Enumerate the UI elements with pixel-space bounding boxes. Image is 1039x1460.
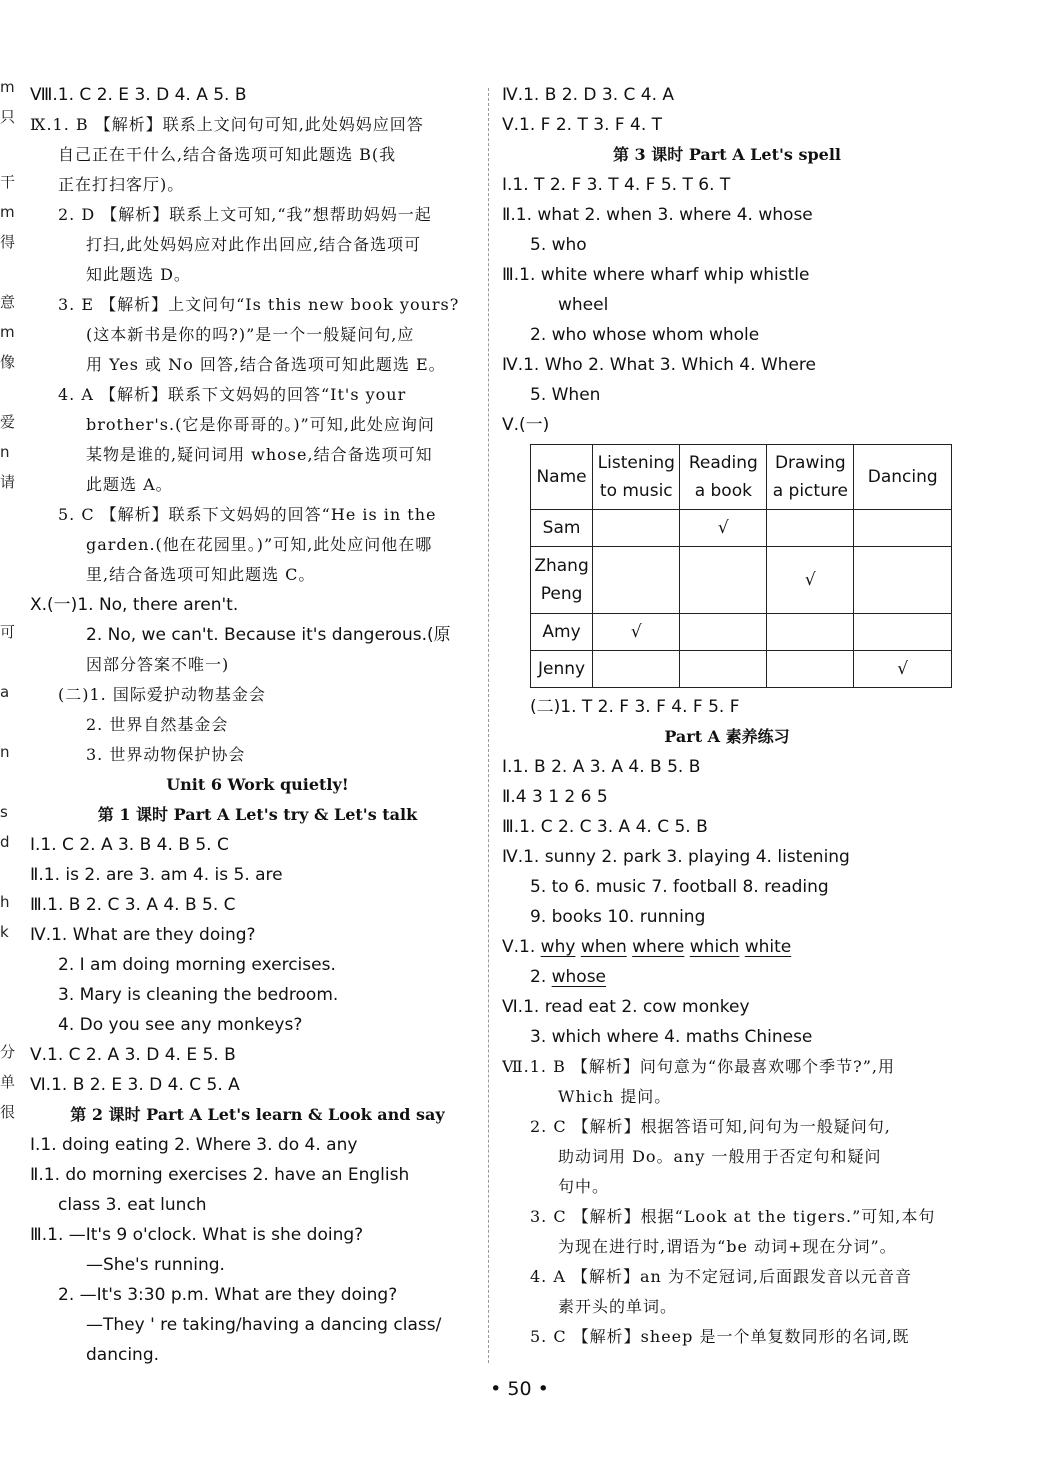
answer-line: 5. C 【解析】sheep 是一个单复数同形的名词,既 <box>530 1327 910 1346</box>
answer-line: 第 3 课时 Part A Let's spell <box>612 145 842 164</box>
table-header-cell <box>680 445 767 510</box>
name-text: Jenny <box>538 659 586 679</box>
answer-line: Ⅱ.4 3 1 2 6 5 <box>502 787 608 807</box>
answer-v-line-2 <box>502 962 952 992</box>
answer-line: Ⅴ.(一) <box>502 415 550 435</box>
answer-line: 第 2 课时 Part A Let's learn & Look and say <box>70 1105 445 1124</box>
answer-line: 5. C 【解析】联系下文妈妈的回答“He is in the <box>58 505 437 524</box>
check-cell: √ <box>767 547 854 614</box>
answer-line: Part A 素养练习 <box>664 727 790 746</box>
header-text: Reading <box>688 453 758 473</box>
edge-char: 请 <box>0 473 16 491</box>
answer-line: Ⅳ.1. B 2. D 3. C 4. A <box>502 85 675 105</box>
answer-line: —They ' re taking/having a dancing class/ <box>86 1315 442 1335</box>
check-cell <box>854 547 952 614</box>
answer-line: 5. to 6. music 7. football 8. reading <box>530 877 829 897</box>
answer-line: (二)1. T 2. F 3. F 4. F 5. F <box>530 697 740 717</box>
edge-char: s <box>0 803 8 821</box>
header-text: to music <box>599 481 673 501</box>
name-cell <box>531 547 593 614</box>
header-text: Dancing <box>867 467 938 487</box>
answer-line: 4. Do you see any monkeys? <box>58 1015 303 1035</box>
header-text: Listening <box>597 453 675 473</box>
answer-line: 此题选 A。 <box>86 475 173 494</box>
answer-line: Ⅱ.1. what 2. when 3. where 4. whose <box>502 205 813 225</box>
answer-line: 3. which where 4. maths Chinese <box>530 1027 813 1047</box>
header-text: a picture <box>772 481 848 501</box>
edge-char: 爱 <box>0 413 16 431</box>
answer-line: brother's.(它是你哥哥的。)”可知,此处应询问 <box>86 415 435 434</box>
underlined-word: which <box>689 937 740 957</box>
answer-line: 2. —It's 3:30 p.m. What are they doing? <box>58 1285 398 1305</box>
answer-line: Ⅴ.1. F 2. T 3. F 4. T <box>502 115 663 135</box>
underlined-word: white <box>744 937 792 957</box>
answer-line: 打扫,此处妈妈应对此作出回应,结合备选项可 <box>86 235 422 254</box>
header-text: Name <box>536 467 587 487</box>
check-cell <box>854 510 952 547</box>
answer-line: Ⅶ.1. B 【解析】问句意为“你最喜欢哪个季节?”,用 <box>502 1057 895 1076</box>
table-row <box>531 547 952 614</box>
answer-line: 用 Yes 或 No 回答,结合备选项可知此题选 E。 <box>86 355 446 374</box>
check-cell <box>593 651 680 688</box>
answer-line: 2. No, we can't. Because it's dangerous.(原 <box>86 625 451 645</box>
name-text: Sam <box>542 518 581 538</box>
answer-line: 助动词用 Do。any 一般用于否定句和疑问 <box>558 1147 882 1166</box>
answer-line: dancing. <box>86 1345 160 1365</box>
table-header-cell <box>767 445 854 510</box>
answer-line: 3. Mary is cleaning the bedroom. <box>58 985 339 1005</box>
answer-line: 里,结合备选项可知此题选 C。 <box>86 565 316 584</box>
answer-v-line-1 <box>502 932 952 962</box>
answer-line: 素开头的单词。 <box>558 1297 678 1316</box>
answer-line: (二)1. 国际爱护动物基金会 <box>58 685 266 704</box>
answer-line: 2. I am doing morning exercises. <box>58 955 336 975</box>
answer-line: 第 1 课时 Part A Let's try & Let's talk <box>97 805 418 824</box>
right-column <box>502 80 952 1352</box>
answer-line: (这本新书是你的吗?)”是一个一般疑问句,应 <box>86 325 415 344</box>
edge-char: 很 <box>0 1103 16 1121</box>
answer-line: 2. C 【解析】根据答语可知,问句为一般疑问句, <box>530 1117 891 1136</box>
name-text: Zhang <box>534 556 589 576</box>
name-text: Amy <box>542 622 581 642</box>
answer-line: 知此题选 D。 <box>86 265 191 284</box>
edge-char: 单 <box>0 1073 16 1091</box>
right-top-answers <box>502 80 952 440</box>
answer-line: 为现在进行时,谓语为“be 动词+现在分词”。 <box>558 1237 897 1256</box>
edge-char: 意 <box>0 293 16 311</box>
edge-char: 像 <box>0 353 16 371</box>
table-header-cell <box>593 445 680 510</box>
edge-char: m <box>0 78 15 96</box>
name-cell <box>531 510 593 547</box>
edge-char: h <box>0 893 10 911</box>
answer-line: Ⅰ.1. C 2. A 3. B 4. B 5. C <box>30 835 229 855</box>
left-column <box>30 80 485 1370</box>
edge-char: m <box>0 203 15 221</box>
column-divider <box>488 88 489 1363</box>
answer-line: 5. When <box>530 385 601 405</box>
underlined-word: whose <box>551 967 607 987</box>
table-row <box>531 614 952 651</box>
name-text: Peng <box>540 584 583 604</box>
answer-line: 9. books 10. running <box>530 907 706 927</box>
check-cell <box>680 651 767 688</box>
edge-char: m <box>0 323 15 341</box>
check-cell <box>767 651 854 688</box>
answer-line: Ⅲ.1. white where wharf whip whistle <box>502 265 810 285</box>
answer-line: 3. C 【解析】根据“Look at the tigers.”可知,本句 <box>530 1207 936 1226</box>
answer-line: 某物是谁的,疑问词用 whose,结合备选项可知 <box>86 445 433 464</box>
answer-line: garden.(他在花园里。)”可知,此处应问他在哪 <box>86 535 433 554</box>
check-cell <box>767 614 854 651</box>
underlined-word: why <box>540 937 576 957</box>
right-bottom-answers <box>502 992 952 1352</box>
answer-line: Ⅱ.1. is 2. are 3. am 4. is 5. are <box>30 865 283 885</box>
answer-line: Ⅳ.1. Who 2. What 3. Which 4. Where <box>502 355 816 375</box>
edge-char: 干 <box>0 173 16 191</box>
answer-line: Ⅴ.1. C 2. A 3. D 4. E 5. B <box>30 1045 236 1065</box>
edge-char: a <box>0 683 10 701</box>
table-row <box>531 510 952 547</box>
underlined-word: where <box>632 937 685 957</box>
answer-line: Ⅵ.1. read eat 2. cow monkey <box>502 997 750 1017</box>
table-row <box>531 651 952 688</box>
answer-line: Ⅲ.1. —It's 9 o'clock. What is she doing? <box>30 1225 364 1245</box>
check-cell <box>593 547 680 614</box>
edge-char: 只 <box>0 108 16 126</box>
answer-line: 正在打扫客厅)。 <box>58 175 185 194</box>
name-cell <box>531 614 593 651</box>
answer-line: Ⅸ.1. B 【解析】联系上文问句可知,此处妈妈应回答 <box>30 115 424 134</box>
edge-char: 可 <box>0 623 16 641</box>
answer-lead: Ⅴ.1. <box>502 937 541 957</box>
answer-line: Which 提问。 <box>558 1087 672 1106</box>
check-cell <box>593 510 680 547</box>
table-header-cell <box>854 445 952 510</box>
activity-table <box>530 444 952 688</box>
edge-char: d <box>0 833 10 851</box>
answer-line: Ⅳ.1. What are they doing? <box>30 925 256 945</box>
answer-line: 句中。 <box>558 1177 610 1196</box>
right-middle-answers <box>502 692 952 932</box>
answer-line: 2. who whose whom whole <box>530 325 760 345</box>
answer-line: 3. 世界动物保护协会 <box>86 745 246 764</box>
answer-line: wheel <box>558 295 609 315</box>
edge-char: n <box>0 743 10 761</box>
name-cell <box>531 651 593 688</box>
answer-line: Ⅹ.(一)1. No, there aren't. <box>30 595 239 615</box>
answer-line: Ⅱ.1. do morning exercises 2. have an English <box>30 1165 410 1185</box>
answer-line: 2. 世界自然基金会 <box>86 715 229 734</box>
answer-line: Ⅲ.1. B 2. C 3. A 4. B 5. C <box>30 895 236 915</box>
table-header-cell <box>531 445 593 510</box>
answer-line: Ⅳ.1. sunny 2. park 3. playing 4. listening <box>502 847 850 867</box>
answer-line: Unit 6 Work quietly! <box>166 775 349 794</box>
header-text: Drawing <box>774 453 846 473</box>
edge-char: k <box>0 923 9 941</box>
answer-line: 5. who <box>530 235 587 255</box>
check-cell <box>767 510 854 547</box>
answer-line: 自己正在干什么,结合备选项可知此题选 B(我 <box>58 145 397 164</box>
answer-line: Ⅰ.1. T 2. F 3. T 4. F 5. T 6. T <box>502 175 731 195</box>
answer-line: 3. E 【解析】上文问句“Is this new book yours? <box>58 295 460 314</box>
answer-line: Ⅰ.1. doing eating 2. Where 3. do 4. any <box>30 1135 358 1155</box>
answer-lead: 2. <box>530 967 552 987</box>
answer-line: 4. A 【解析】联系下文妈妈的回答“It's your <box>58 385 407 404</box>
answer-line: class 3. eat lunch <box>58 1195 207 1215</box>
underlined-word: when <box>580 937 627 957</box>
edge-char: 分 <box>0 1043 16 1061</box>
answer-line: 2. D 【解析】联系上文可知,“我”想帮助妈妈一起 <box>58 205 432 224</box>
edge-char: n <box>0 443 10 461</box>
header-text: a book <box>694 481 752 501</box>
answer-line: Ⅰ.1. B 2. A 3. A 4. B 5. B <box>502 757 701 777</box>
check-cell <box>680 547 767 614</box>
answer-line: Ⅷ.1. C 2. E 3. D 4. A 5. B <box>30 85 247 105</box>
answer-line: Ⅵ.1. B 2. E 3. D 4. C 5. A <box>30 1075 240 1095</box>
check-cell: √ <box>680 510 767 547</box>
check-cell: √ <box>593 614 680 651</box>
answer-line: Ⅲ.1. C 2. C 3. A 4. C 5. B <box>502 817 708 837</box>
answer-line: —She's running. <box>86 1255 225 1275</box>
edge-char: 得 <box>0 233 16 251</box>
check-cell: √ <box>854 651 952 688</box>
answer-line: 因部分答案不唯一) <box>86 655 230 674</box>
check-cell <box>680 614 767 651</box>
answer-line: 4. A 【解析】an 为不定冠词,后面跟发音以元音音 <box>530 1267 913 1286</box>
page-number: • 50 • <box>490 1378 549 1400</box>
check-cell <box>854 614 952 651</box>
